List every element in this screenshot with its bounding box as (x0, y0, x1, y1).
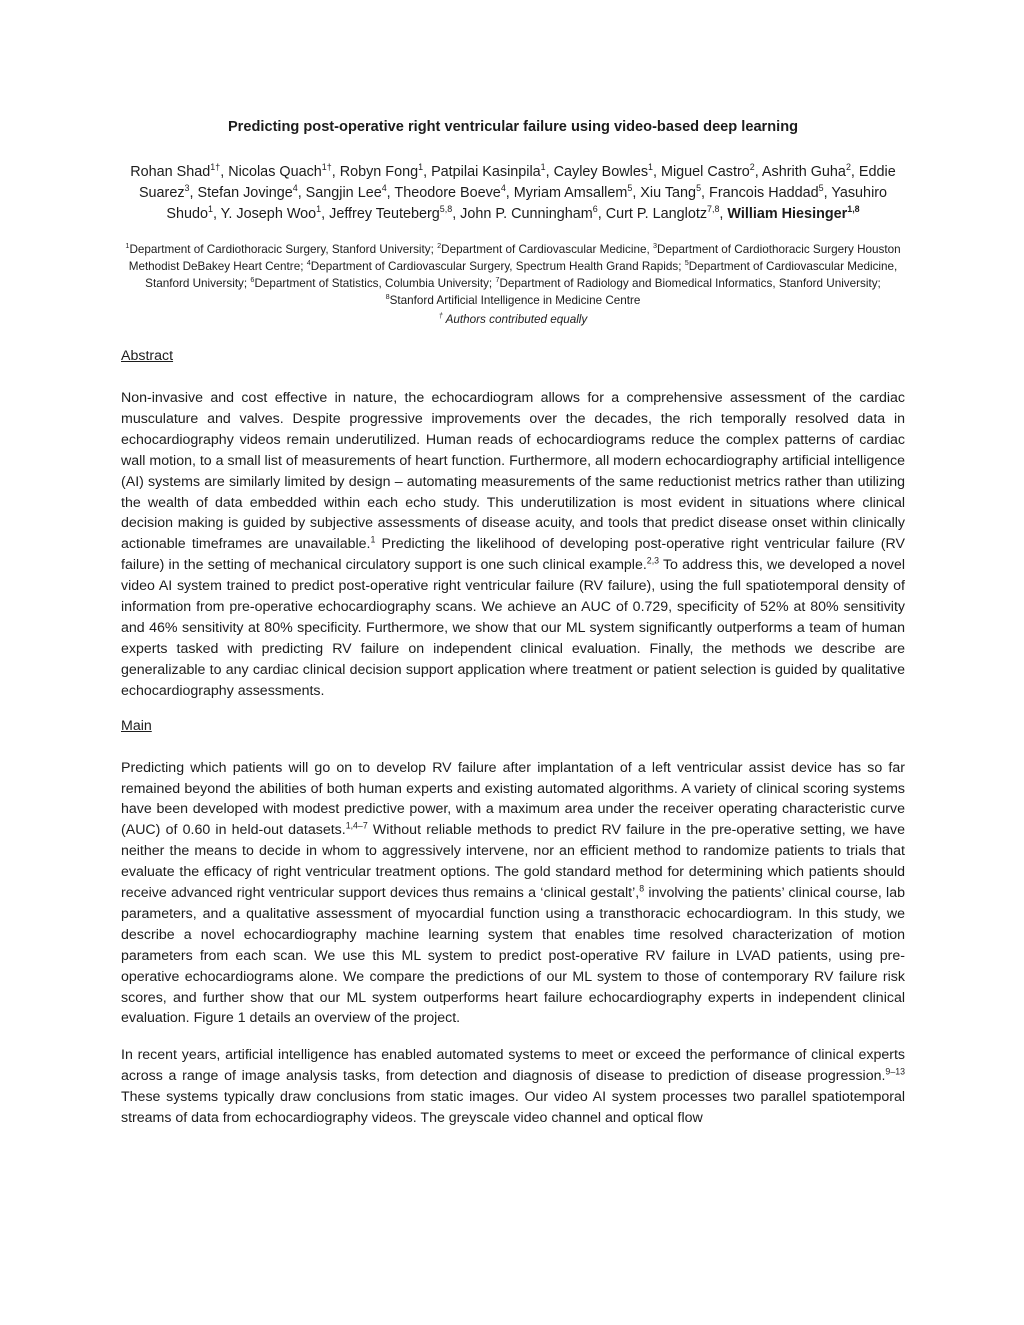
main-paragraph-1: Predicting which patients will go on to develop RV failure after implantation of a left ventricular assist device has so far remained beyond the abilities of both human experts and existing automated algorithms. A variety of clinical scoring systems have been developed with modest predictive power, with a maximum area under the receiver operating characteristic curve (AUC) of 0.60 in held-out datasets.$^{1,4-7}$ Without reliable methods to predict RV failure in the pre-operative setting, we have neither the means to decide in whom to aggressively intervene, nor an efficient method to randomize patients to trials that evaluate the efficacy of right ventricular treatment options. The gold standard method for determining which patients should receive advanced right ventricular support devices thus remains a ‘clinical gestalt’,$^8$ involving the patients’ clinical course, lab parameters, and a qualitative assessment of myocardial function using a transthoracic echocardiogram. In this study, we describe a novel echocardiography machine learning system that enables time resolved characterization of motion parameters from each scan. We use this ML system to predict post-operative RV failure in LVAD patients, using pre-operative echocardiograms alone. We compare the predictions of our ML system to those of contemporary RV failure risk scores, and further show that our ML system outperforms heart failure echocardiography experts in independent clinical evaluation. Figure 1 details an overview of the project. (121, 759, 905, 1027)
paper-title: Predicting post-operative right ventricular failure using video-based deep learning (227, 119, 799, 135)
affiliations: $^1$Department of Cardiothoracic Surgery, Stanford University; $^2$Department of Cardiovascular Medicine, $^3$Department of Cardiothoracic Surgery Houston Methodist DeBakey Heart Centre; $^4$Department of Cardiovascular Surgery, Spectrum Health Grand Rapids; $^5$Department of Cardiovascular Medicine, Stanford University; $^6$Department of Statistics, Columbia University; $^7$Department of Radiology and Biomedical Informatics, Stanford University; $^8$Stanford Artificial Intelligence in Medicine Centre (125, 241, 901, 307)
main-heading: Main (121, 717, 152, 734)
abstract-paragraph: Non-invasive and cost effective in nature, the echocardiogram allows for a comprehensive assessment of the cardiac musculature and valves. Despite progressive improvements over the decades, the rich temporally resolved data in echocardiography videos remain underutilized. Human reads of echocardiograms reduce the complex patterns of cardiac wall motion, to a small list of measurements of heart function. Furthermore, all modern echocardiography artificial intelligence (AI) systems are similarly limited by design – automating measurements of the same reductionist metrics rather than utilizing the wealth of data embedded within each echo study. This underutilization is most evident in situations where clinical decision making is guided by subjective assessments of disease acuity, and tools that predict disease onset within clinically actionable timeframes are unavailable.$^1$ Predicting the likelihood of developing post-operative right ventricular failure (RV failure) in the setting of mechanical circulatory support is one such clinical example.$^{2,3}$ To address this, we developed a novel video AI system trained to predict post-operative right ventricular failure (RV failure), using the full spatiotemporal density of information from pre-operative echocardiography scans. We achieve an AUC of 0.729, specificity of 52% at 80% sensitivity and 46% sensitivity at 80% specificity. Furthermore, we show that our ML system significantly outperforms a team of human experts tasked with predicting RV failure on independent clinical evaluation. Finally, the methods we describe are generalizable to any cardiac clinical decision support application where treatment or patient selection is guided by qualitative echocardiography assessments. (121, 390, 905, 699)
abstract-heading: Abstract (121, 348, 174, 364)
main-paragraph-2: In recent years, artificial intelligence has enabled automated systems to meet or exceed the performance of clinical experts across a range of image analysis tasks, from detection and diagnosis of disease to prediction of disease progression.$^{9-13}$ These systems typically draw conclusions from static images. Our video AI system processes two parallel spatiotemporal streams of data from echocardiography videos. The greyscale video channel and optical flow (121, 1047, 905, 1127)
author-contribution-note: † Authors contributed equally (438, 311, 588, 326)
author-list: Rohan Shad$^{1\dagger}$, Nicolas Quach$^{1\dagger}$, Robyn Fong$^1$, Patpilai Kasinpila$^1$, Cayley Bowles$^1$, Miguel Castro$^2$, Ashrith Guha$^2$, Eddie Suarez$^3$, Stefan Jovinge$^4$, Sangjin Lee$^4$, Theodore Boeve$^4$, Myriam Amsallem$^5$, Xiu Tang$^5$, Francois Haddad$^5$, Yasuhiro Shudo$^1$, Y. Joseph Woo$^1$, Jeffrey Teuteberg$^{5,8}$, John P. Cunningham$^6$, Curt P. Langlotz$^{7,8}$, William Hiesinger$^{1,8}$ (130, 162, 896, 222)
